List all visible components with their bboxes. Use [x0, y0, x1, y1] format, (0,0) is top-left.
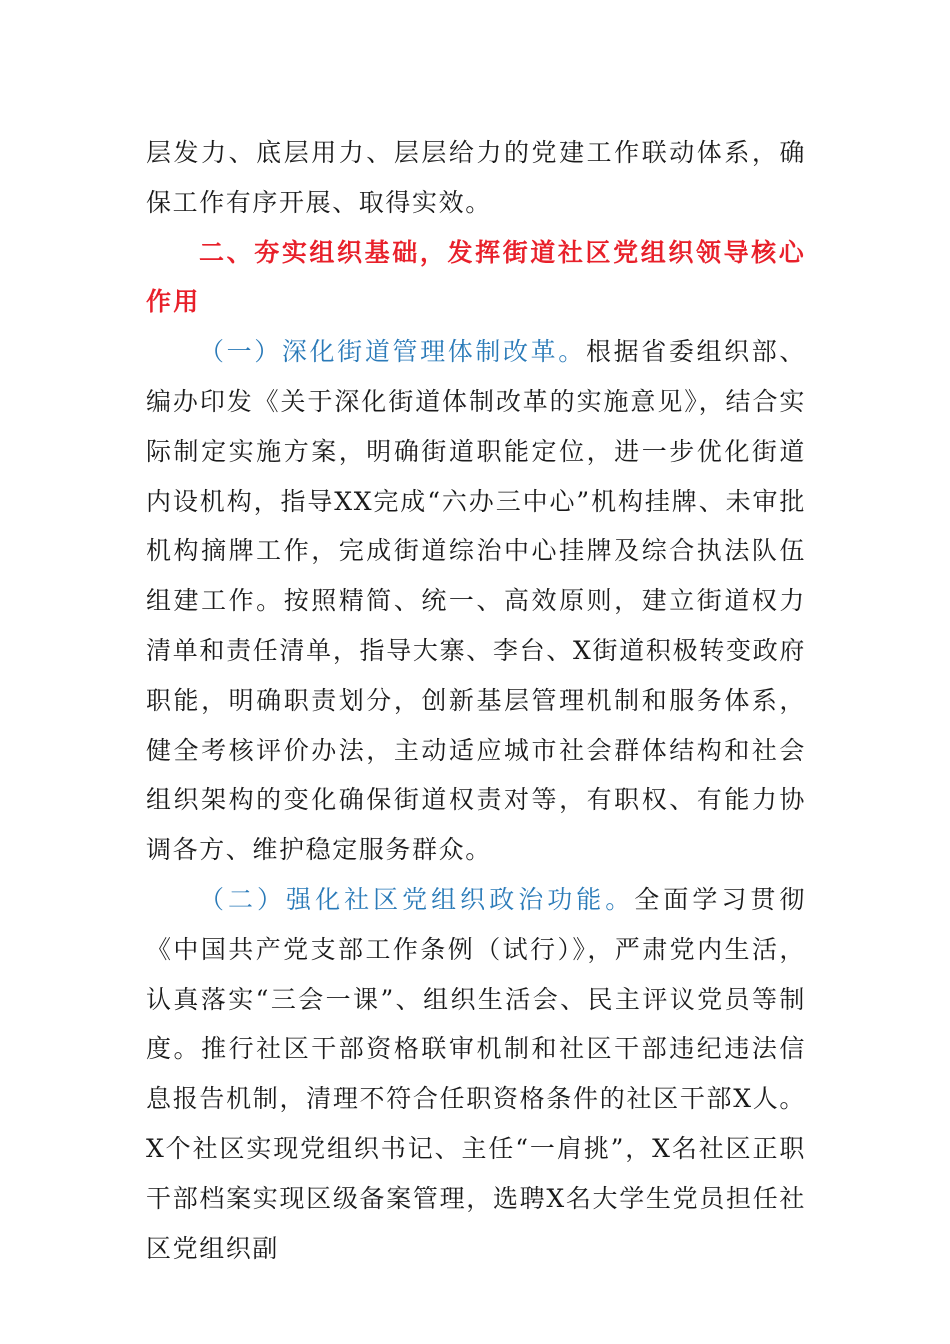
- subsection-1-body: 根据省委组织部、编办印发《关于深化街道体制改革的实施意见》，结合实际制定实施方案，明确街道职能定位，进一步优化街道内设机构，指导XX完成“六办三中心”机构挂牌、未审批机构摘牌工作，完成街道综治中心挂牌及综合执法队伍组建工作。按照精简、统一、高效原则，建立街道权力清单和责任清单，指导大寨、李台、X街道积极转变政府职能，明确职责划分，创新基层管理机制和服务体系，健全考核评价办法，主动适应城市社会群体结构和社会组织架构的变化确保街道权责对等，有职权、有能力协调各方、维护稳定服务群众。: [146, 337, 806, 865]
- subsection-2-heading: （二）强化社区党组织政治功能。: [199, 884, 635, 914]
- document-page: [146, 128, 806, 1273]
- subsection-2-paragraph: [146, 875, 806, 1273]
- section-heading: 二、夯实组织基础，发挥街道社区党组织领导核心作用: [146, 237, 806, 317]
- subsection-1-heading: （一）深化街道管理体制改革。: [199, 337, 586, 367]
- intro-paragraph: 层发力、底层用力、层层给力的党建工作联动体系，确保工作有序开展、取得实效。: [146, 138, 806, 217]
- subsection-2-body: 全面学习贯彻《中国共产党支部工作条例（试行）》，严肃党内生活，认真落实“三会一课”、组织生活会、民主评议党员等制度。推行社区干部资格联审机制和社区干部违纪违法信息报告机制，清理不符合任职资格条件的社区干部X人。X个社区实现党组织书记、主任“一肩挑”，X名社区正职干部档案实现区级备案管理，选聘X名大学生党员担任社区党组织副: [146, 884, 806, 1263]
- subsection-1-paragraph: [146, 327, 806, 875]
